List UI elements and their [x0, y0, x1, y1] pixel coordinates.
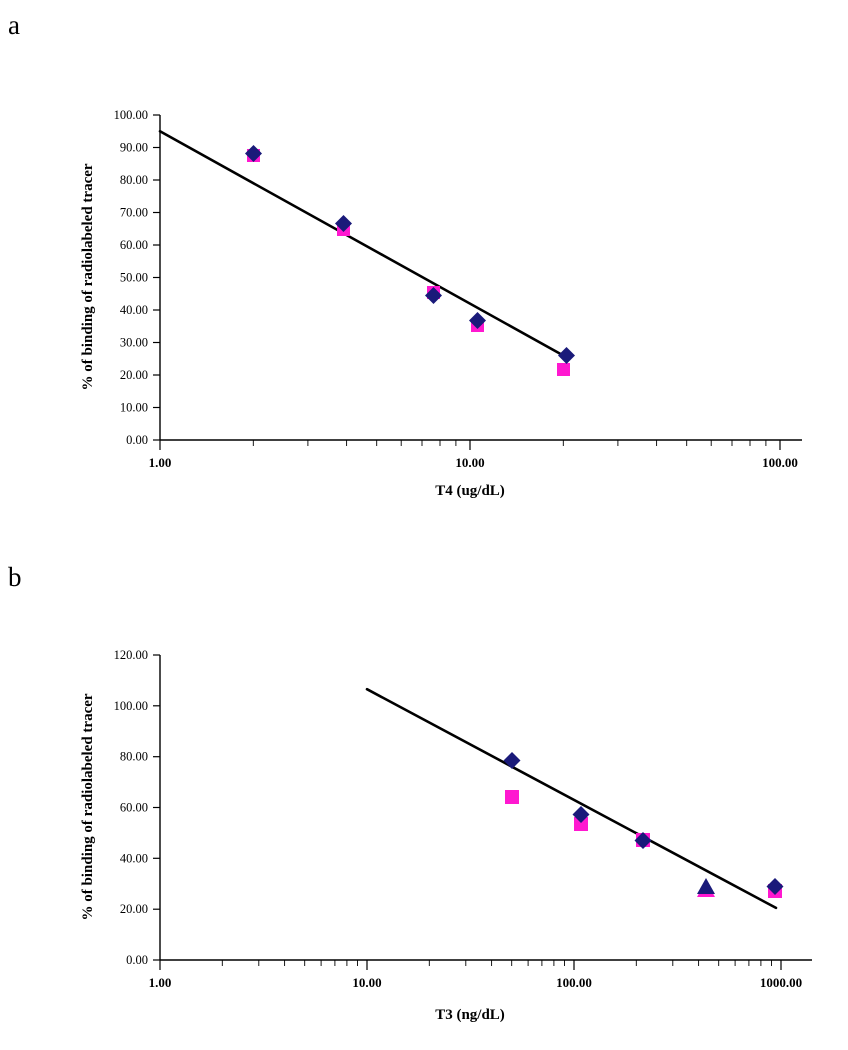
y-tick-label: 80.00 [119, 749, 148, 764]
y-tick-label: 40.00 [119, 851, 148, 866]
y-tick-label: 60.00 [119, 238, 148, 252]
y-tick-label: 40.00 [119, 303, 148, 317]
chart-a [60, 95, 820, 515]
x-tick-label: 10.00 [352, 975, 382, 990]
y-tick-label: 50.00 [119, 270, 148, 285]
x-tick-label: 100.00 [762, 455, 798, 470]
data-point-square [505, 790, 519, 804]
data-point-diamond [558, 347, 575, 364]
chart-b-series-diamond [504, 752, 784, 895]
y-tick-label: 20.00 [119, 368, 148, 382]
y-tick-label: 0.00 [126, 433, 148, 447]
x-tick-label: 100.00 [556, 975, 592, 990]
data-point-square [557, 363, 570, 376]
x-axis-title: T4 (ug/dL) [435, 483, 505, 499]
chart-a-svg [60, 95, 820, 515]
panel-a-letter: a [8, 10, 20, 40]
y-tick-label: 100.00 [113, 108, 148, 122]
y-axis-title: % of binding of radiolabeled tracer [80, 163, 96, 391]
chart-b-svg [60, 635, 820, 1040]
y-tick-label: 100.00 [113, 698, 148, 713]
x-tick-label: 1000.00 [759, 975, 803, 990]
chart-a-series-diamond [245, 145, 575, 364]
chart-b-fit-line [367, 689, 776, 908]
y-tick-label: 120.00 [113, 648, 148, 662]
y-tick-label: 10.00 [119, 400, 148, 415]
y-tick-label: 90.00 [119, 140, 148, 155]
x-tick-label: 10.00 [455, 455, 485, 470]
chart-a-series-square [247, 149, 570, 376]
x-tick-label: 1.00 [148, 455, 172, 470]
y-axis-title: % of binding of radiolabeled tracer [80, 693, 96, 921]
y-tick-label: 70.00 [119, 205, 148, 220]
chart-a-fit-line [160, 131, 563, 355]
chart-a-axes [160, 115, 802, 440]
y-tick-label: 80.00 [119, 173, 148, 187]
x-tick-label: 1.00 [148, 975, 172, 990]
data-point-triangle [697, 878, 715, 894]
panel-b-letter: b [8, 562, 22, 592]
chart-a-y-ticks [114, 108, 160, 447]
data-point-diamond [504, 752, 521, 769]
chart-b [60, 635, 820, 1040]
y-tick-label: 20.00 [119, 902, 148, 917]
chart-a-x-ticks [149, 440, 798, 470]
x-axis-title: T3 (ng/dL) [435, 1007, 505, 1023]
y-tick-label: 60.00 [119, 800, 148, 815]
y-tick-label: 0.00 [126, 953, 148, 967]
chart-b-axes [160, 655, 812, 960]
chart-b-x-ticks [149, 960, 803, 990]
y-tick-label: 30.00 [119, 335, 148, 350]
chart-b-y-ticks [114, 648, 160, 967]
